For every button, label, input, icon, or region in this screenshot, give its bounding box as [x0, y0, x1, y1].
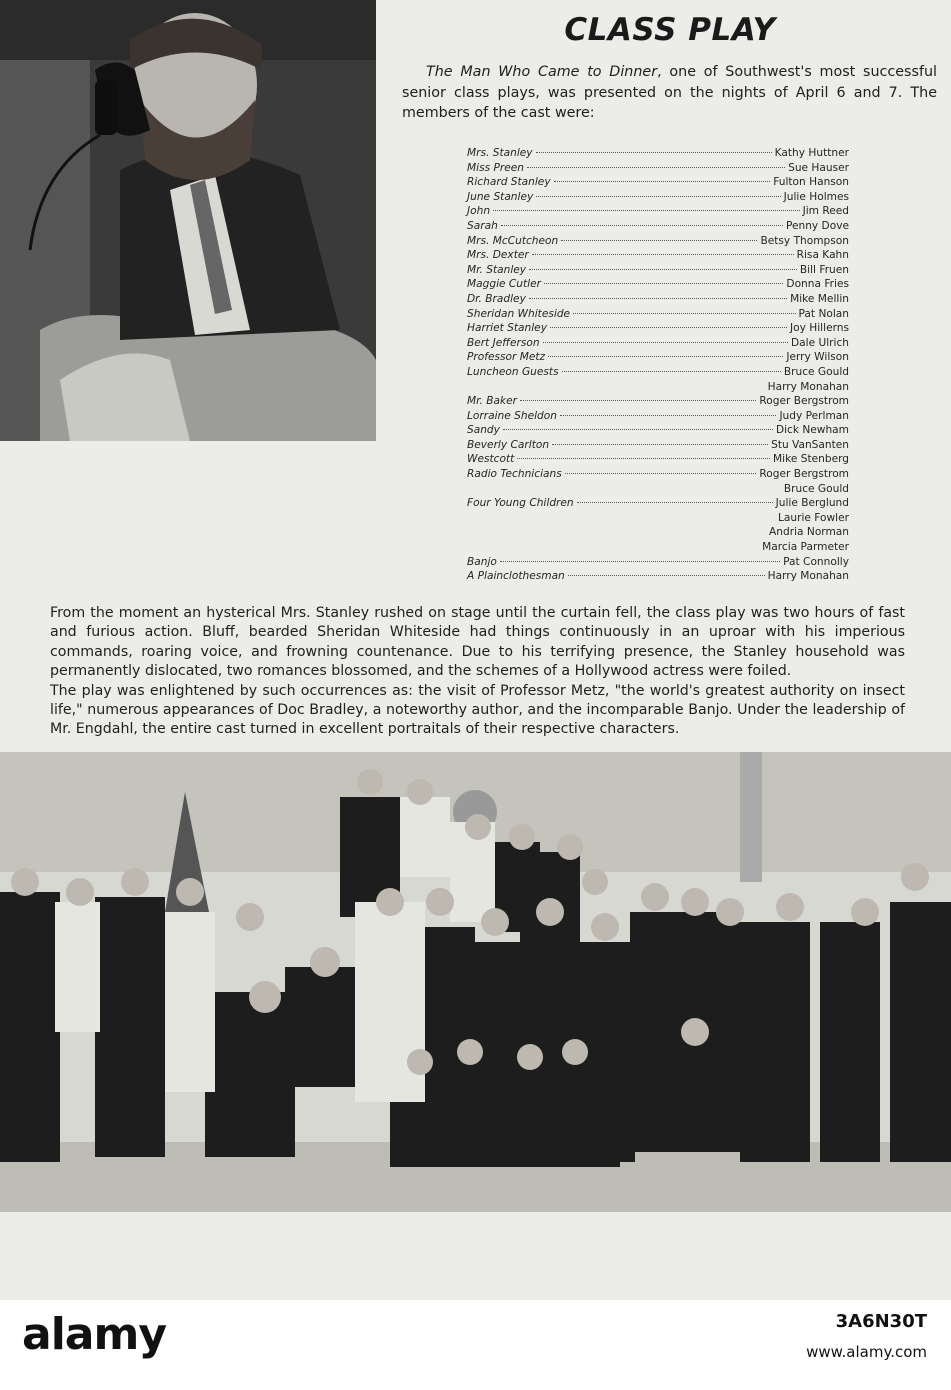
cast-row — [467, 190, 849, 205]
dot-leader — [562, 371, 781, 372]
cast-role: John — [467, 205, 491, 218]
play-title: The Man Who Came to Dinner — [426, 64, 658, 80]
cast-actor: Marcia Parmeter — [762, 541, 849, 554]
cast-actor: Roger Bergstrom — [759, 468, 849, 481]
dot-leader — [517, 458, 770, 459]
dot-leader — [544, 283, 783, 284]
cast-row — [467, 263, 849, 278]
intro-text: , one of Southwest's most successful senior class plays, was presented on the nights of April 6 and 7. The members of the cast were: — [402, 64, 938, 121]
cast-actor: Jim Reed — [802, 205, 849, 218]
dot-leader — [536, 196, 780, 197]
dot-leader — [548, 356, 783, 357]
cast-actor: Mike Stenberg — [773, 453, 849, 466]
dot-leader — [552, 444, 768, 445]
cast-actor: Bruce Gould — [783, 365, 849, 378]
cast-role: Mrs. McCutcheon — [467, 234, 559, 247]
cast-actor: Judy Perlman — [779, 409, 849, 422]
cast-role: Mr. Baker — [467, 395, 518, 408]
body-paragraph-1: From the moment an hysterical Mrs. Stanley rushed on stage until the curtain fell, the class play was two hours of fast and furious action. Bluff, bearded Sheridan Whiteside had things continuously in an uproar with his imperious commands, roaring voice, and frowning countenance. Due to his terrifying presence, the Stanley household was permanently dislocated, two romances blossomed, and the schemes of a Hollywood actress were foiled. — [50, 605, 905, 680]
dot-leader — [560, 415, 776, 416]
cast-actor: Harry Monahan — [767, 570, 849, 583]
dot-leader — [493, 210, 800, 211]
cast-row — [467, 292, 849, 307]
cast-row — [467, 525, 849, 540]
cast-role: Westcott — [467, 453, 515, 466]
cast-row — [467, 146, 849, 161]
cast-actor: Kathy Huttner — [774, 147, 849, 159]
cast-role: Four Young Children — [467, 497, 574, 510]
dot-leader — [536, 152, 772, 153]
cast-role: Radio Technicians — [467, 468, 562, 481]
cast-actor: Andria Norman — [769, 526, 849, 539]
cast-role: Maggie Cutler — [467, 278, 541, 291]
cast-row — [467, 365, 849, 380]
cast-role: Beverly Carlton — [467, 438, 550, 451]
dot-leader — [520, 400, 756, 401]
cast-row — [467, 482, 849, 497]
cast-role: Banjo — [467, 555, 497, 568]
cast-actor: Julie Holmes — [783, 190, 849, 203]
cast-actor: Sue Hauser — [788, 161, 849, 174]
cast-row — [467, 204, 849, 219]
cast-actor: Risa Kahn — [796, 249, 849, 262]
cast-actor: Julie Berglund — [775, 497, 849, 510]
cast-row — [467, 248, 849, 263]
cast-row — [467, 540, 849, 555]
cast-row — [467, 161, 849, 176]
alamy-logo: alamy — [22, 1309, 166, 1360]
cast-actor: Bill Fruen — [799, 263, 849, 276]
cast-role: Miss Preen — [467, 161, 524, 174]
cast-row — [467, 438, 849, 453]
dot-leader — [561, 240, 757, 241]
page-title: CLASS PLAY — [564, 12, 776, 48]
bearded-man-on-phone-photo — [0, 0, 376, 441]
cast-role: Luncheon Guests — [467, 365, 559, 378]
cast-actor: Betsy Thompson — [760, 234, 849, 247]
cast-actor: Roger Bergstrom — [759, 395, 849, 408]
cast-actor: Dale Ulrich — [790, 336, 849, 349]
cast-actor: Joy Hillerns — [790, 322, 849, 335]
dot-leader — [532, 254, 794, 255]
dot-leader — [550, 327, 787, 328]
cast-role: Professor Metz — [467, 351, 546, 364]
cast-actor: Donna Fries — [786, 278, 849, 291]
cast-group-photo — [0, 752, 951, 1212]
cast-row — [467, 496, 849, 511]
dot-leader — [568, 575, 765, 576]
cast-role: A Plainclothesman — [467, 570, 565, 583]
cast-role: Dr. Bradley — [467, 292, 526, 305]
cast-row — [467, 175, 849, 190]
cast-role: Lorraine Sheldon — [467, 409, 557, 422]
cast-role: Sandy — [467, 424, 500, 437]
body-paragraph-2: The play was enlightened by such occurrences as: the visit of Professor Metz, "the world's greatest authority on insect life," numerous appearances of Doc Bradley, a noteworthy author, and the incomparable Banjo. Under the leadership of Mr. Engdahl, the entire cast turned in excellent portraitals of their respective characters. — [50, 682, 905, 738]
intro-paragraph — [402, 62, 937, 124]
cast-role: Mrs. Stanley — [467, 147, 533, 159]
cast-row — [467, 452, 849, 467]
cast-actor: Bruce Gould — [783, 482, 849, 495]
dot-leader — [554, 181, 771, 182]
cast-row — [467, 219, 849, 234]
dot-leader — [573, 313, 795, 314]
cast-row — [467, 569, 849, 584]
cast-role: Sheridan Whiteside — [467, 307, 571, 320]
cast-row — [467, 409, 849, 424]
cast-row — [467, 423, 849, 438]
cast-role: June Stanley — [467, 190, 534, 203]
cast-actor: Mike Mellin — [790, 292, 849, 305]
cast-row — [467, 555, 849, 570]
cast-row — [467, 511, 849, 526]
cast-role: Sarah — [467, 219, 498, 232]
cast-actor: Laurie Fowler — [778, 511, 849, 524]
cast-actor: Penny Dove — [785, 219, 849, 232]
dot-leader — [529, 269, 797, 270]
cast-row — [467, 467, 849, 482]
cast-row — [467, 277, 849, 292]
dot-leader — [543, 342, 788, 343]
dot-leader — [500, 561, 780, 562]
cast-row — [467, 350, 849, 365]
cast-role: Richard Stanley — [467, 176, 551, 189]
cast-actor: Jerry Wilson — [786, 351, 849, 364]
cast-actor: Stu VanSanten — [771, 438, 849, 451]
cast-role: Mr. Stanley — [467, 263, 527, 276]
cast-role: Mrs. Dexter — [467, 249, 529, 262]
cast-list — [467, 146, 849, 584]
body-text — [50, 604, 905, 740]
cast-row — [467, 307, 849, 322]
cast-actor: Harry Monahan — [767, 380, 849, 393]
dot-leader — [501, 225, 783, 226]
cast-role: Bert Jefferson — [467, 336, 540, 349]
image-id: 3A6N30T — [835, 1311, 927, 1332]
watermark-url: www.alamy.com — [806, 1343, 927, 1361]
dot-leader — [529, 298, 787, 299]
dot-leader — [503, 429, 773, 430]
cast-actor: Pat Connolly — [783, 555, 849, 568]
cast-role: Harriet Stanley — [467, 322, 547, 335]
cast-row — [467, 380, 849, 395]
cast-row — [467, 336, 849, 351]
cast-row — [467, 234, 849, 249]
dot-leader — [577, 502, 773, 503]
cast-row — [467, 394, 849, 409]
dot-leader — [565, 473, 757, 474]
dot-leader — [527, 167, 785, 168]
cast-actor: Pat Nolan — [798, 307, 849, 320]
cast-actor: Dick Newham — [775, 424, 849, 437]
cast-row — [467, 321, 849, 336]
cast-actor: Fulton Hanson — [773, 176, 849, 189]
